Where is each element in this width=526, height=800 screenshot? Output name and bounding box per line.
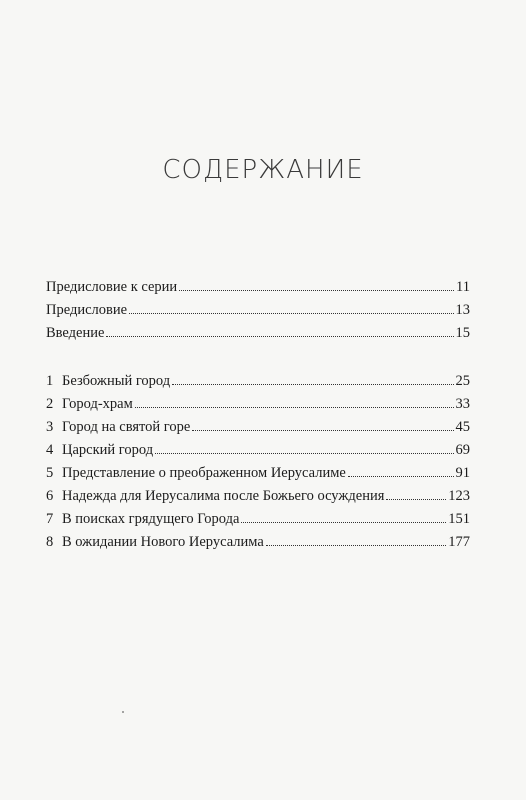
toc-entry [46,276,470,299]
chapter-title: Представление о преображенном Иерусалиме [62,465,346,481]
toc-chapter [46,508,470,531]
dot-leader [106,336,453,337]
toc-chapter [46,370,470,393]
chapter-number: 2 [46,396,54,412]
toc-chapter [46,393,470,416]
front-matter-list [46,276,470,345]
chapter-title: В ожидании Нового Иерусалима [62,534,264,550]
chapter-page: 177 [448,534,470,550]
chapter-page: 25 [455,373,470,389]
toc-entry-title: Предисловие к серии [46,279,178,295]
toc-entry-page: 15 [455,325,470,341]
chapter-page: 45 [455,419,470,435]
chapter-list [46,370,470,554]
chapter-title: Царский город [62,442,154,458]
paper-speck [122,711,124,713]
chapter-number: 3 [46,419,54,435]
toc-chapter [46,485,470,508]
dot-leader [172,384,453,385]
toc-entry-page: 11 [456,279,470,295]
dot-leader [155,453,453,454]
chapter-number: 6 [46,488,54,504]
toc-chapter [46,416,470,439]
toc-entry [46,322,470,345]
dot-leader [135,407,454,408]
toc-entry-title: Введение [46,325,105,341]
chapter-page: 91 [455,465,470,481]
chapter-title: Безбожный город [62,373,171,389]
chapter-number: 4 [46,442,54,458]
dot-leader [241,522,446,523]
chapter-number: 5 [46,465,54,481]
chapter-title: В поисках грядущего Города [62,511,240,527]
toc-chapter [46,462,470,485]
toc-entry-page: 13 [455,302,470,318]
dot-leader [266,545,446,546]
dot-leader [192,430,453,431]
chapter-number: 1 [46,373,54,389]
chapter-page: 123 [448,488,470,504]
dot-leader [386,499,446,500]
chapter-number: 8 [46,534,54,550]
chapter-number: 7 [46,511,54,527]
chapter-title: Город-храм [62,396,133,412]
chapter-title: Город на святой горе [62,419,191,435]
toc-entry [46,299,470,322]
page-title: СОДЕРЖАНИЕ [162,155,364,185]
chapter-page: 151 [448,511,470,527]
toc-chapter [46,531,470,554]
dot-leader [129,313,453,314]
chapter-title: Надежда для Иерусалима после Божьего осуждения [62,488,385,504]
toc-entry-title: Предисловие [46,302,128,318]
dot-leader [179,290,454,291]
chapter-page: 33 [455,396,470,412]
dot-leader [348,476,454,477]
toc-chapter [46,439,470,462]
chapter-page: 69 [455,442,470,458]
